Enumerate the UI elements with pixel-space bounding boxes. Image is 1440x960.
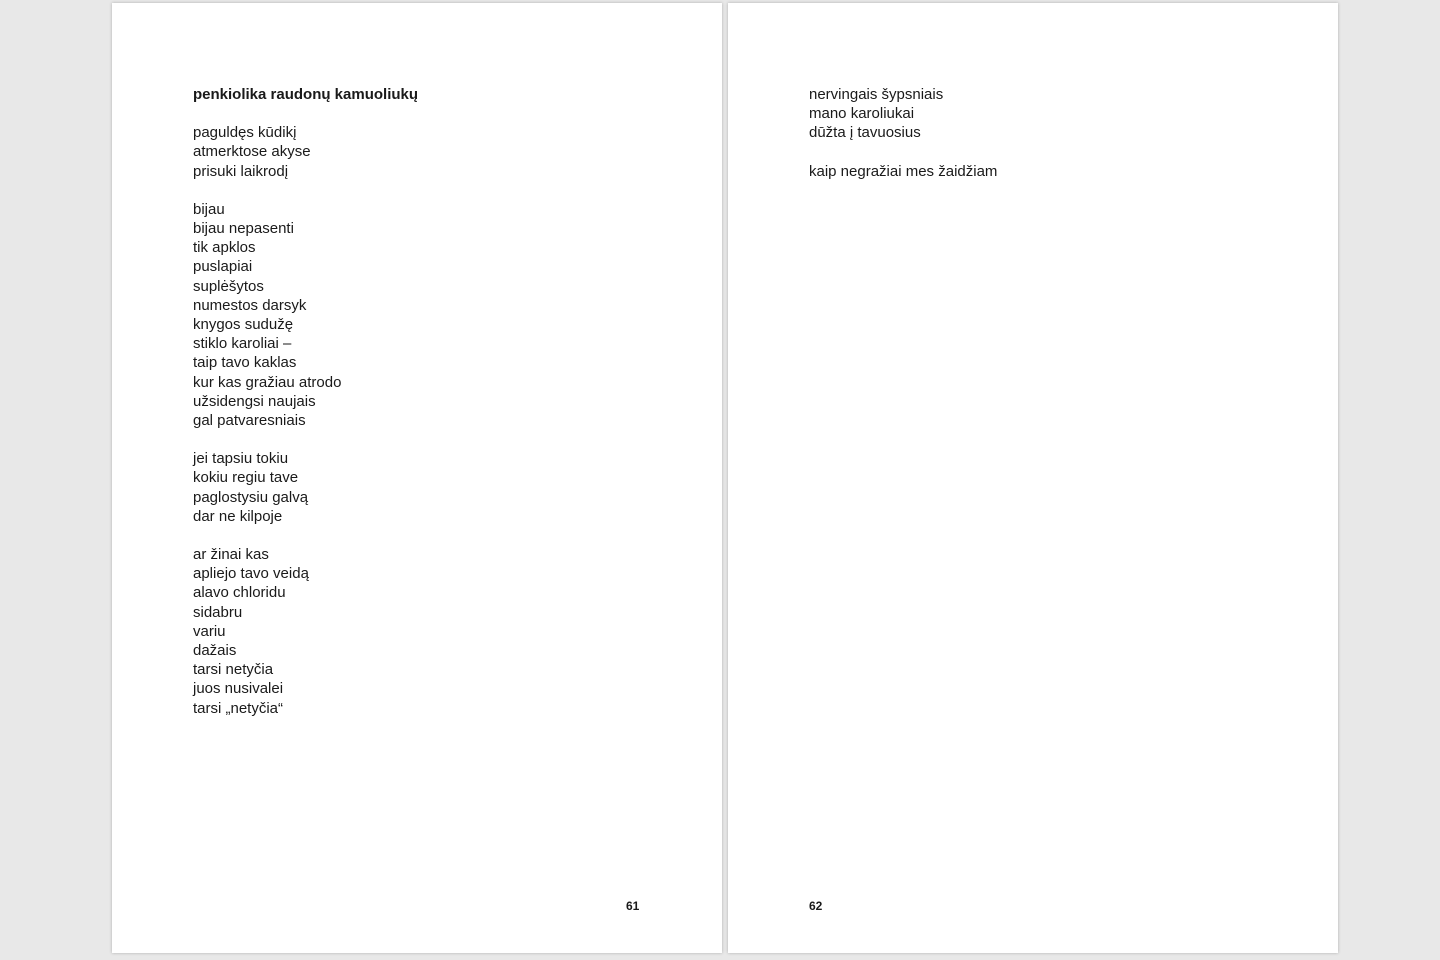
poem-line: sidabru bbox=[193, 603, 243, 621]
poem-line: kur kas gražiau atrodo bbox=[193, 373, 342, 391]
poem-line: suplėšytos bbox=[193, 277, 264, 295]
page-number-left: 61 bbox=[626, 899, 640, 913]
stanza bbox=[193, 545, 418, 718]
stanza bbox=[193, 123, 418, 181]
poem-line: užsidengsi naujais bbox=[193, 392, 316, 410]
poem-line: jei tapsiu tokiu bbox=[193, 450, 289, 468]
poem-line: taip tavo kaklas bbox=[193, 354, 297, 372]
poem-line: kokiu regiu tave bbox=[193, 469, 299, 487]
poem-line: bijau bbox=[193, 200, 225, 218]
poem-line: dar ne kilpoje bbox=[193, 507, 283, 525]
poem-line: prisuki laikrodį bbox=[193, 162, 289, 180]
poem-line: dūžta į tavuosius bbox=[809, 124, 921, 142]
page-number-right: 62 bbox=[809, 899, 823, 913]
poem-line: apliejo tavo veidą bbox=[193, 565, 309, 583]
stanzas-right bbox=[809, 85, 997, 181]
poem-line: paguldęs kūdikį bbox=[193, 124, 297, 142]
poem-line: alavo chloridu bbox=[193, 584, 286, 602]
stanza bbox=[809, 85, 997, 143]
page-61 bbox=[112, 3, 722, 953]
stanza bbox=[193, 200, 418, 430]
poem-body-right bbox=[809, 85, 997, 181]
poem-line: puslapiai bbox=[193, 258, 253, 276]
stanzas-left bbox=[193, 123, 418, 718]
poem-line: nervingais šypsniais bbox=[809, 86, 944, 103]
stanza bbox=[193, 449, 418, 526]
poem-title: penkiolika raudonų kamuoliukų bbox=[193, 86, 419, 103]
poem-line: atmerktose akyse bbox=[193, 143, 311, 161]
poem-line: knygos sudužę bbox=[193, 316, 294, 334]
poem-line: tarsi „netyčia“ bbox=[193, 699, 284, 717]
poem-line: variu bbox=[193, 622, 226, 640]
poem-line: bijau nepasenti bbox=[193, 220, 294, 238]
poem-line: kaip negražiai mes žaidžiam bbox=[809, 162, 998, 180]
poem-line: numestos darsyk bbox=[193, 296, 307, 314]
poem-line: juos nusivalei bbox=[193, 680, 284, 698]
poem-line: ar žinai kas bbox=[193, 546, 269, 564]
page-62 bbox=[728, 3, 1338, 953]
poem-line: tarsi netyčia bbox=[193, 661, 274, 679]
poem-body-left bbox=[193, 85, 418, 718]
poem-line: dažais bbox=[193, 642, 237, 660]
stanza bbox=[809, 162, 997, 181]
poem-line: paglostysiu galvą bbox=[193, 488, 309, 506]
poem-line: mano karoliukai bbox=[809, 105, 915, 123]
poem-line: tik apklos bbox=[193, 239, 256, 257]
poem-line: gal patvaresniais bbox=[193, 412, 306, 430]
poem-line: stiklo karoliai – bbox=[193, 335, 292, 353]
